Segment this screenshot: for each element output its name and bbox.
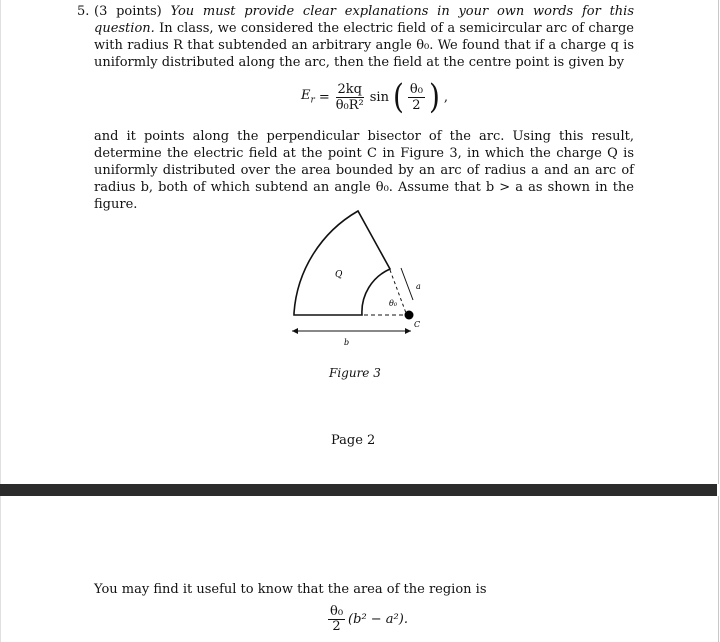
- figure-3-diagram: [1, 200, 718, 370]
- eq-equals: =: [318, 89, 330, 105]
- eq-numerator: 2kq: [337, 81, 362, 97]
- area-hint-text: You may find it useful to know that the area of the region is: [94, 582, 487, 597]
- field-equation: [301, 76, 449, 117]
- document-page-2: [0, 496, 719, 642]
- eq-sin: sin: [369, 89, 389, 105]
- label-b: b: [344, 338, 350, 347]
- sector-outline: [294, 211, 390, 315]
- eq-arg-numerator: θ₀: [409, 81, 423, 97]
- eq-fraction: [334, 83, 366, 112]
- eq-arg-denominator: 2: [412, 97, 421, 113]
- point-C: [405, 311, 414, 320]
- label-a: a: [416, 282, 421, 291]
- area-denominator: 2: [332, 619, 341, 634]
- page-number: Page 2: [331, 433, 376, 448]
- figure-caption: Figure 3: [329, 366, 381, 380]
- eq-denominator: θ₀R²: [335, 97, 364, 113]
- area-fraction: [328, 606, 345, 633]
- question-intro: [94, 3, 634, 71]
- eq-lhs: $E_r$: [301, 88, 315, 106]
- intro-text: In class, we considered the electric field of a semicircular arc of charge with radius R that subtended an arbitrary angle θ₀. We found that if a charge q is uniformly distributed along the arc, then the field at the centre point is given by: [94, 21, 634, 70]
- label-theta: θ₀: [389, 299, 398, 308]
- dimension-a: [401, 268, 413, 300]
- area-expression: (b² − a²).: [348, 612, 408, 627]
- eq-trailing: ,: [443, 89, 449, 105]
- page-divider: [0, 484, 717, 496]
- label-C: C: [414, 320, 421, 329]
- label-Q: Q: [335, 270, 343, 280]
- points-label: (3 points): [94, 4, 162, 19]
- question-number: 5.: [77, 4, 90, 19]
- instruction-text: You must provide clear explanations in your own words for this question.: [94, 4, 634, 36]
- eq-close-paren: ): [428, 76, 440, 117]
- area-equation: [328, 606, 408, 633]
- eq-arg-fraction: [408, 83, 425, 112]
- area-numerator: θ₀: [330, 604, 344, 619]
- eq-open-paren: (: [392, 76, 404, 117]
- question-body: and it points along the perpendicular bisector of the arc. Using this result, determine the electric field at the point C in Figure 3, in which the charge Q is uniformly distributed over the area bounded by an arc of radius a and an arc of radius b, both of which subtend an angle θ₀. Assume that b > a as shown in the figure.: [94, 129, 634, 212]
